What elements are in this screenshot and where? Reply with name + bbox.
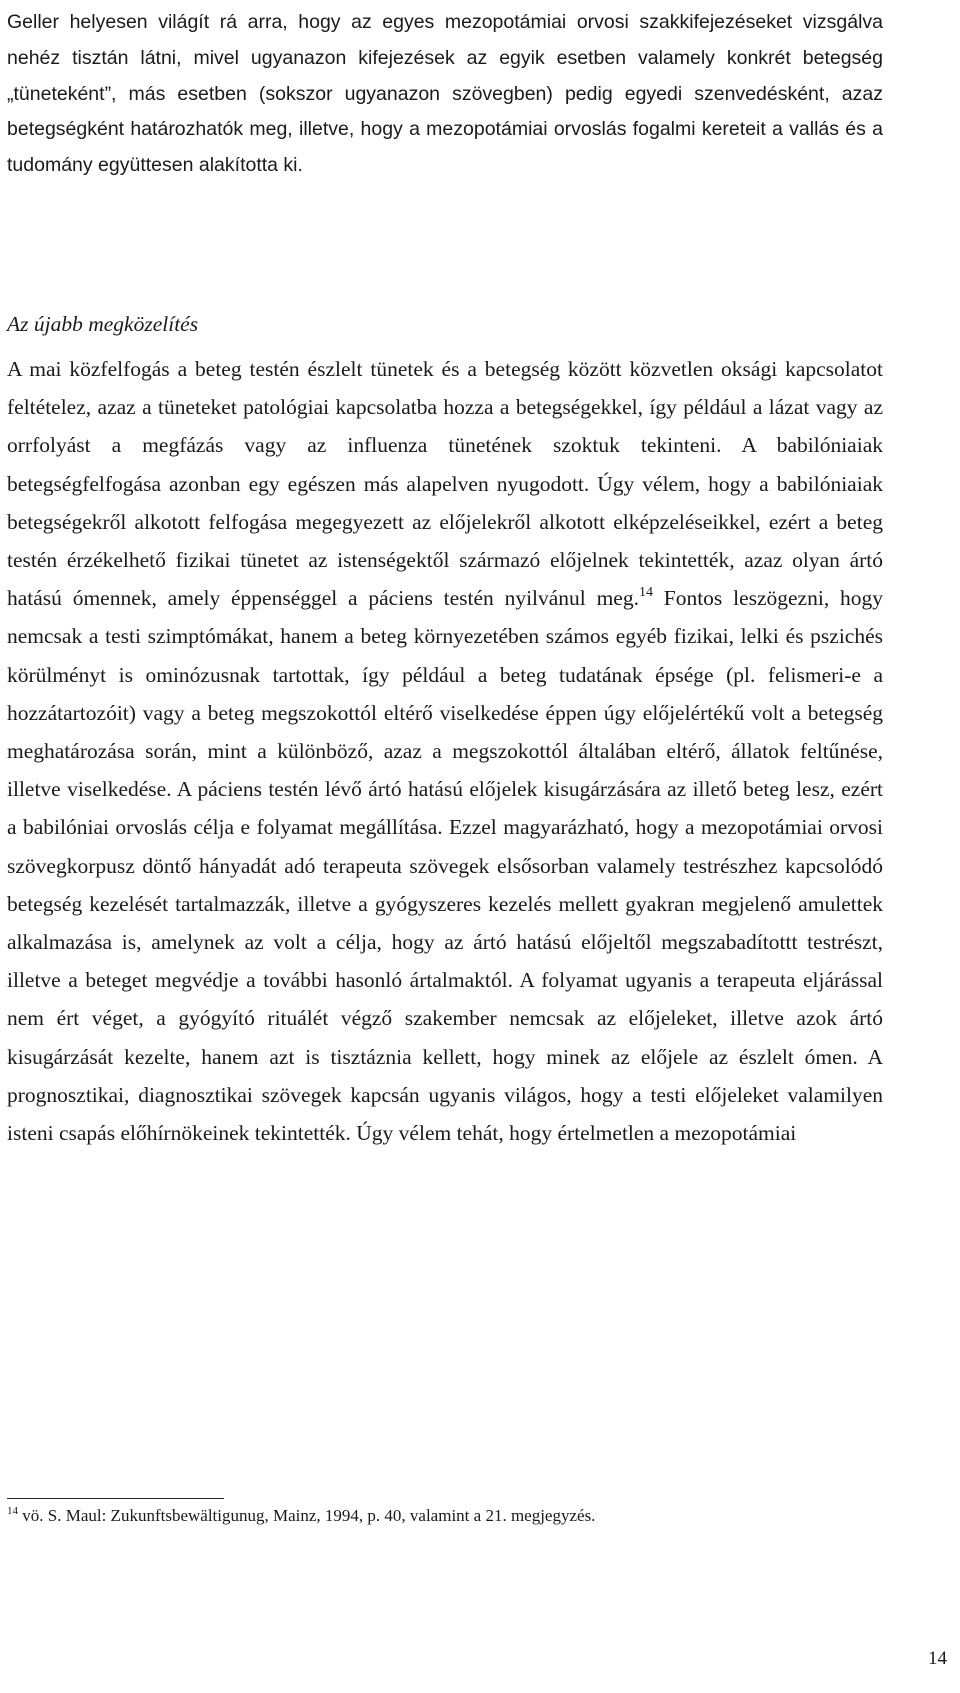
footnote-reference: 14 [638, 585, 653, 601]
intro-paragraph: Geller helyesen világít rá arra, hogy az egyes mezopotámiai orvosi szakkifejezéseket vizsgálva nehéz tisztán látni, mivel ugyanazon kifejezések az egyik esetben valamely konkrét betegség „tüneteként”, más esetben (sokszor ugyanazon szövegben) pedig egyedi szenvedésként, azaz betegségként határozhatók meg, illetve, hogy a mezopotámiai orvoslás fogalmi kereteit a vallás és a tudomány együttesen alakította ki. [7, 11, 883, 177]
page-number: 14 [928, 1648, 947, 1669]
footnote [7, 1505, 595, 1527]
section-heading: Az újabb megközelítés [7, 312, 199, 336]
body-paragraph [7, 350, 883, 1152]
footnote-marker: 14 [7, 1505, 18, 1517]
body-text-part-2: Fontos leszögezni, hogy nemcsak a testi szimptómákat, hanem a beteg környezetében számos egyéb fizikai, lelki és pszichés körülményt is ominózusnak tartottak, így például a beteg tudatának épsége (pl. felismeri-e a hozzátartozóit) vagy a beteg megszokottól eltérő viselkedése éppen úgy előjelértékű volt a betegség meghatározása során, mint a különböző, azaz a megszokottól általában eltérő, állatok feltűnése, illetve viselkedése. A páciens testén lévő ártó hatású előjelek kisugárzására az illető beteg lesz, ezért a babilóniai orvoslás célja e folyamat megállítása. Ezzel magyarázható, hogy a mezopotámiai orvosi szövegkorpusz döntő hányadát adó terapeuta szövegek elsősorban valamely testrészhez kapcsolódó betegség kezelését tartalmazzák, illetve a gyógyszeres kezelés mellett gyakran megjelenő amulettek alkalmazása is, amelynek az volt a célja, hogy az ártó hatású előjeltől megszabadítottt testrészt, illetve a beteget megvédje a további hasonló ártalmaktól. A folyamat ugyanis a terapeuta eljárással nem ért véget, a gyógyító rituálét végző szakember nemcsak az előjeleket, illetve azok ártó kisugárzását kezelte, hanem azt is tisztáznia kellett, hogy minek az előjele az észlelt ómen. A prognosztikai, diagnosztikai szövegek kapcsán ugyanis világos, hogy a testi előjeleket valamilyen isteni csapás előhírnökeinek tekintették. Úgy vélem tehát, hogy értelmetlen a mezopotámiai [7, 586, 883, 1146]
footnote-separator [7, 1498, 224, 1499]
body-text-part-1: A mai közfelfogás a beteg testén észlelt tünetek és a betegség között közvetlen oksági kapcsolatot feltételez, azaz a tüneteket patológiai kapcsolatba hozza a betegségekkel, így például a lázat vagy az orrfolyást a megfázás vagy az influenza tünetének szoktuk tekinteni. A babilóniaiak betegségfelfogása azonban egy egészen más alapelven nyugodott. Úgy vélem, hogy a babilóniaiak betegségekről alkotott felfogása megegyezett az előjelekről alkotott elképzeléseikkel, ezért a beteg testén érzékelhető fizikai tünetet az istenségektől származó előjelnek tekintették, azaz olyan ártó hatású ómennek, amely éppenséggel a páciens testén nyilvánul meg. [7, 357, 883, 611]
footnote-text: vö. S. Maul: Zukunftsbewältigunug, Mainz, 1994, p. 40, valamint a 21. megjegyzés. [18, 1506, 596, 1525]
